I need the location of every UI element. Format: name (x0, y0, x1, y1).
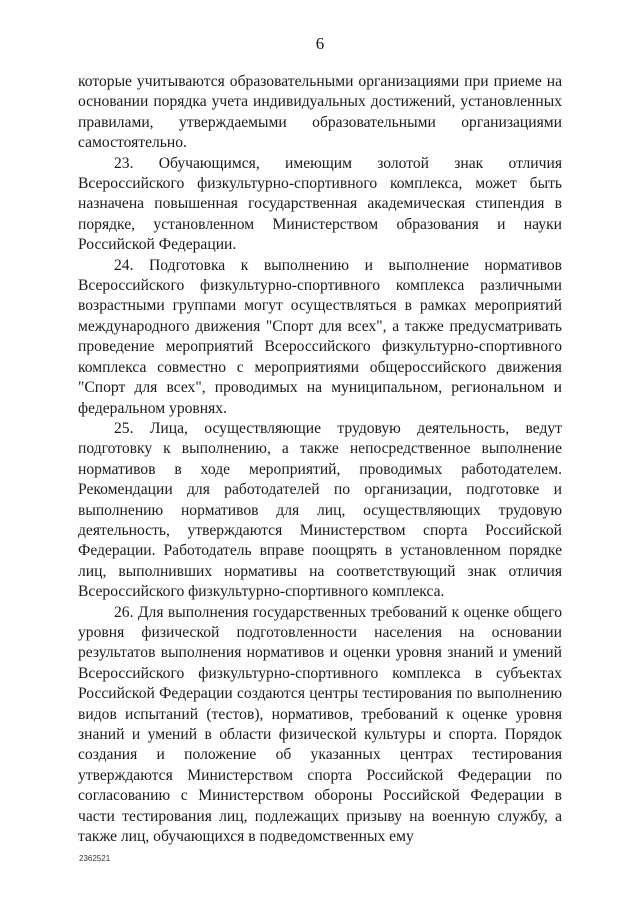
paragraph-continuation: которые учитываются образовательными организациями при приеме на основании порядка учета индивидуальных достижений, установленных правилами, утверждаемыми образовательными организациями самостоятельно. (78, 73, 562, 152)
paragraph-24: 24. Подготовка к выполнению и выполнение нормативов Всероссийского физкультурно-спортивного комплекса различными возрастными группами могут осуществляться в рамках мероприятий международного движения "Спорт для всех", а также предусматривать проведение мероприятий Всероссийского физкультурно-спортивного комплекса совместно с мероприятиями общероссийского движения "Спорт для всех", проводимых на муниципальном, региональном и федеральном уровнях. (78, 256, 562, 417)
paragraph-25: 25. Лица, осуществляющие трудовую деятельность, ведут подготовку к выполнению, а также непосредственное выполнение нормативов в ходе мероприятий, проводимых работодателем. Рекомендации для работодателей по организации, подготовке и выполнению нормативов для лиц, осуществляющих трудовую деятельность, утверждаются Министерством спорта Российской Федерации. Работодатель вправе поощрять в установленном порядке лиц, выполнивших нормативы на соответствующий знак отличия Всероссийского физкультурно-спортивного комплекса. (78, 419, 562, 601)
document-body (78, 72, 562, 847)
paragraph-26: 26. Для выполнения государственных требований к оценке общего уровня физической подготовленности населения на основании результатов выполнения нормативов и оценки уровня знаний и умений Всероссийского физкультурно-спортивного комплекса в субъектах Российской Федерации создаются центры тестирования по выполнению видов испытаний (тестов), нормативов, требований к оценке уровня знаний и умений в области физической культуры и спорта. Порядок создания и положение об указанных центрах тестирования утверждаются Министерством спорта Российской Федерации по согласованию с Министерством обороны Российской Федерации в части тестирования лиц, подлежащих призыву на военную службу, а также лиц, обучающихся в подведомственных ему (78, 603, 562, 846)
paragraph-23: 23. Обучающимся, имеющим золотой знак отличия Всероссийского физкультурно-спортивного комплекса, может быть назначена повышенная государственная академическая стипендия в порядке, установленном Министерством образования и науки Российской Федерации. (78, 154, 562, 254)
document-code: 2362521 (79, 854, 111, 863)
page-number: 6 (315, 34, 325, 53)
